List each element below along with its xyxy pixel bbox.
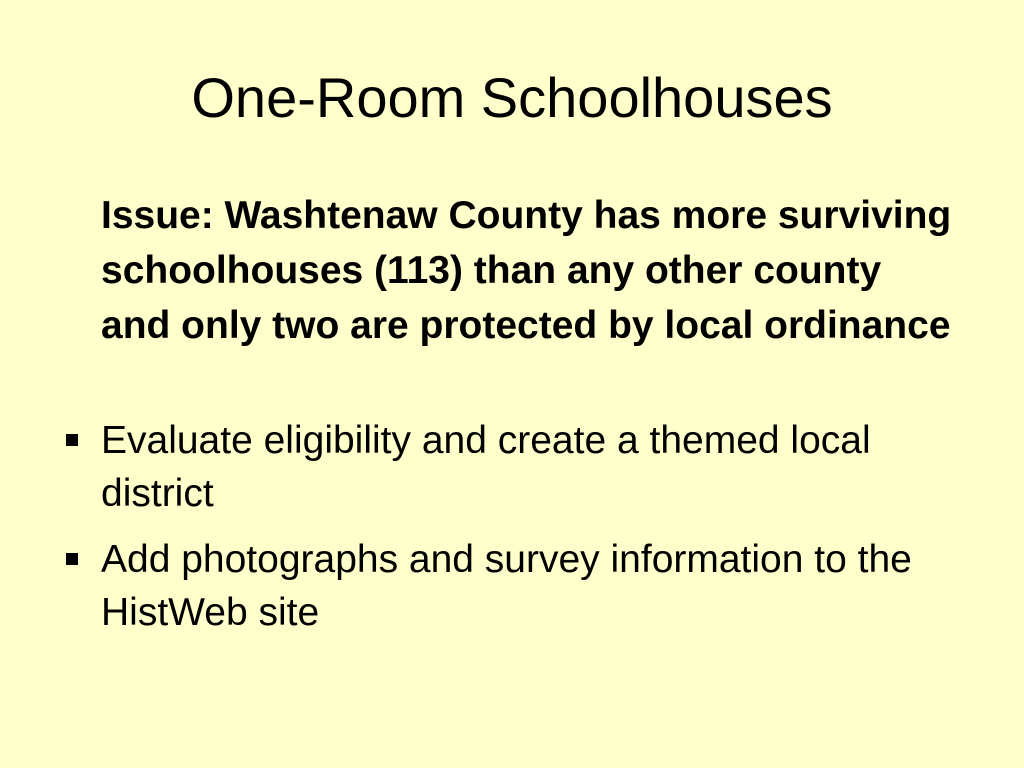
bullet-item xyxy=(0,533,931,639)
bullet-list xyxy=(0,414,1024,652)
bullet-item xyxy=(0,414,931,520)
bullet-text: Evaluate eligibility and create a themed local district xyxy=(101,419,871,515)
slide-title: One-Room Schoolhouses xyxy=(191,66,833,129)
issue-statement: Issue: Washtenaw County has more surviving schoolhouses (113) than any other county and only two are protected by local ordinance xyxy=(101,194,952,347)
square-bullet-icon xyxy=(66,553,78,565)
bullet-text: Add photographs and survey information to the HistWeb site xyxy=(101,538,912,634)
square-bullet-icon xyxy=(66,434,78,446)
